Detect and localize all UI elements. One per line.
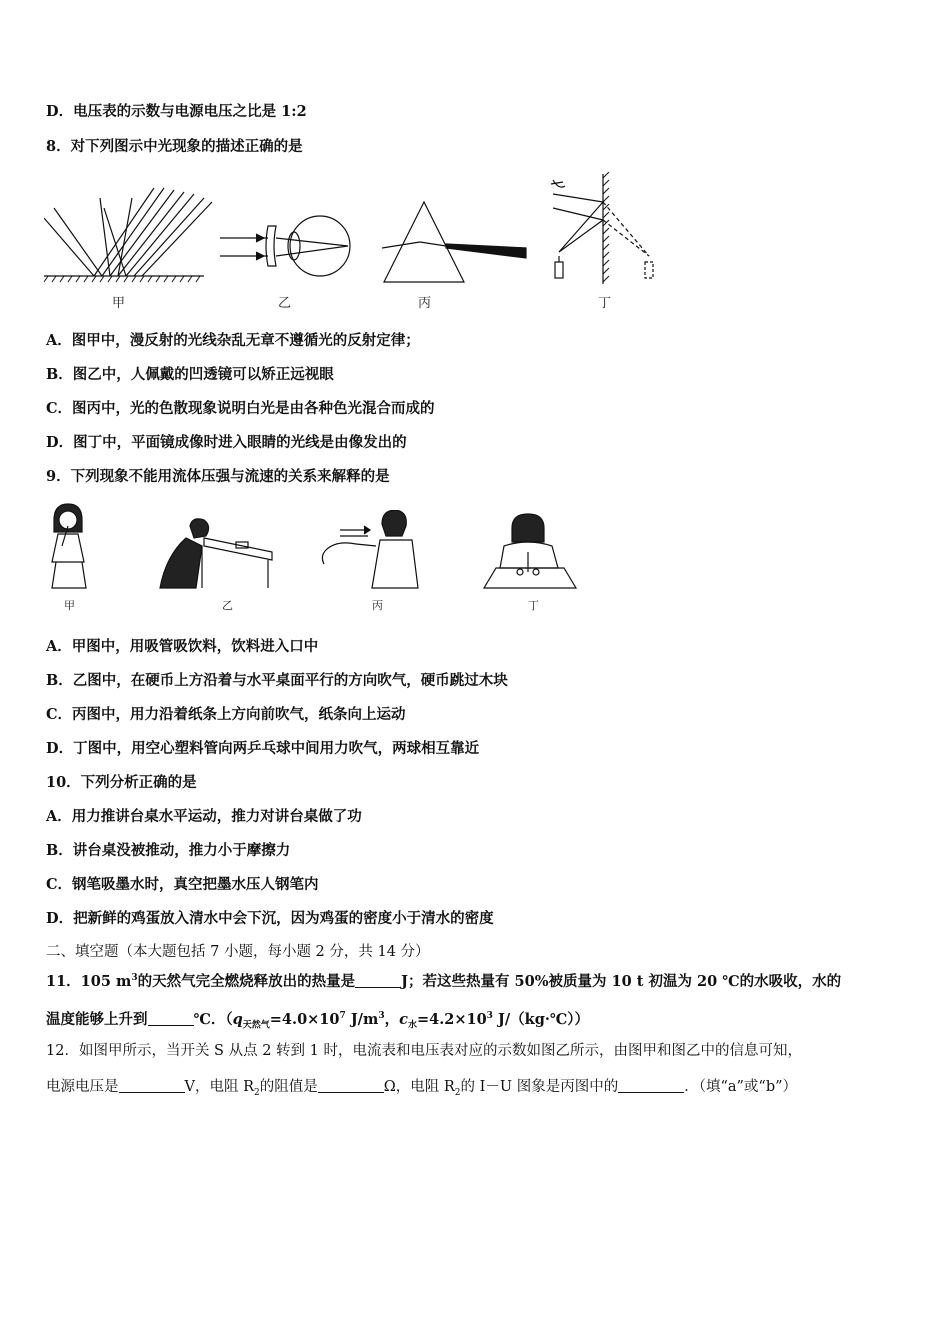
figure-eye-lens bbox=[220, 212, 360, 282]
q11-part-3: J；若这些热量有 50%被质量为 10 t 初温为 20 ℃的水吸收，水的 bbox=[401, 972, 842, 990]
q10-option-a: A．用力推讲台桌水平运动，推力对讲台桌做了功 bbox=[46, 808, 362, 825]
q11-c-sym: c bbox=[399, 1010, 408, 1028]
q9-option-d: D．丁图中，用空心塑料管向两乒乓球中间用力吹气，两球相互靠近 bbox=[46, 740, 480, 757]
q8-option-a: A．图甲中，漫反射的光线杂乱无章不遵循光的反射定律； bbox=[46, 332, 420, 349]
q11-part-1: 11．105 m bbox=[46, 972, 132, 990]
q11-q-sub: 天然气 bbox=[242, 1020, 270, 1031]
q12-blank-1[interactable] bbox=[119, 1078, 185, 1093]
q12-l2d: Ω，电阻 R bbox=[383, 1079, 455, 1095]
q8-option-b: B．图乙中，人佩戴的凹透镜可以矫正远视眼 bbox=[46, 366, 334, 383]
figure-coin-blowing bbox=[156, 516, 276, 591]
q11-part-2: 的天然气完全燃烧释放出的热量是 bbox=[137, 972, 356, 990]
q12-l2e: 的 I－U 图象是丙图中的 bbox=[460, 1079, 619, 1095]
q12-l2d-sub: 2 bbox=[454, 1087, 461, 1098]
q10-option-b: B．讲台桌没被推动，推力小于摩擦力 bbox=[46, 842, 291, 859]
q11-q-exp: 7 bbox=[339, 1011, 346, 1021]
q9-stem: 9．下列现象不能用流体压强与流速的关系来解释的是 bbox=[46, 468, 390, 485]
q12-line-2 bbox=[46, 1077, 797, 1103]
q11-blank-2[interactable] bbox=[148, 1011, 194, 1026]
q7-option-d: D．电压表的示数与电源电压之比是 1:2 bbox=[46, 103, 307, 120]
figure-paper-strip bbox=[316, 510, 426, 590]
q11-q-unit: J/m bbox=[345, 1010, 379, 1028]
q12-l2a: 电源电压是 bbox=[46, 1079, 119, 1095]
q11-c-unit: J/（kg·℃）） bbox=[492, 1010, 589, 1028]
figure-prism bbox=[380, 198, 530, 288]
q11-line2b: ℃．（ bbox=[193, 1010, 233, 1028]
q12-l2b-sub: 2 bbox=[254, 1087, 260, 1098]
q11-q-val: =4.0×10 bbox=[269, 1010, 340, 1028]
q9-option-c: C．丙图中，用力沿着纸条上方向前吹气，纸条向上运动 bbox=[46, 706, 406, 723]
figure-girl-straw bbox=[44, 502, 94, 592]
q11-c-sep: ， bbox=[384, 1010, 400, 1028]
q11-line2a: 温度能够上升到 bbox=[46, 1010, 148, 1028]
q11-c-exp: 3 bbox=[486, 1011, 493, 1021]
q11-blank-1[interactable] bbox=[355, 973, 401, 988]
q12-l2c: 的阻值是 bbox=[259, 1079, 318, 1095]
q12-l2b: V，电阻 R bbox=[184, 1079, 254, 1095]
q12-l2f: ．（填“a”或“b”） bbox=[684, 1079, 798, 1095]
q11-q-unit-exp: 3 bbox=[378, 1011, 385, 1021]
q12-line-1: 12．如图甲所示，当开关 S 从点 2 转到 1 时，电流表和电压表对应的示数如图乙所示，由图甲和图乙中的信息可知， bbox=[46, 1043, 802, 1059]
q11-line-2 bbox=[46, 1006, 589, 1036]
q8-caption-jia: 甲 bbox=[112, 296, 126, 311]
q10-stem: 10．下列分析正确的是 bbox=[46, 774, 197, 791]
q11-line-1 bbox=[46, 968, 841, 992]
q9-option-a: A．甲图中，用吸管吸饮料，饮料进入口中 bbox=[46, 638, 319, 655]
q11-sup-1: 3 bbox=[131, 973, 138, 983]
q11-c-val: =4.2×10 bbox=[416, 1010, 487, 1028]
q11-c-sub: 水 bbox=[407, 1020, 417, 1031]
q12-blank-2[interactable] bbox=[318, 1078, 384, 1093]
q9-caption-ding: 丁 bbox=[528, 599, 539, 612]
figure-ping-pong bbox=[480, 512, 580, 592]
q9-caption-jia: 甲 bbox=[64, 599, 75, 612]
q8-option-d: D．图丁中，平面镜成像时进入眼睛的光线是由像发出的 bbox=[46, 434, 407, 451]
figure-plane-mirror bbox=[545, 172, 665, 287]
q9-caption-yi: 乙 bbox=[222, 599, 233, 612]
figure-diffuse-reflection bbox=[44, 178, 214, 288]
q9-option-b: B．乙图中，在硬币上方沿着与水平桌面平行的方向吹气，硬币跳过木块 bbox=[46, 672, 508, 689]
q8-option-c: C．图丙中，光的色散现象说明白光是由各种色光混合而成的 bbox=[46, 400, 435, 417]
q10-option-d: D．把新鲜的鸡蛋放入清水中会下沉，因为鸡蛋的密度小于清水的密度 bbox=[46, 910, 494, 927]
q8-stem: 8．对下列图示中光现象的描述正确的是 bbox=[46, 138, 303, 155]
q10-option-c: C．钢笔吸墨水时，真空把墨水压人钢笔内 bbox=[46, 876, 319, 893]
q12-blank-3[interactable] bbox=[618, 1078, 684, 1093]
q8-caption-yi: 乙 bbox=[278, 296, 292, 311]
q9-caption-bing: 丙 bbox=[372, 599, 383, 612]
section-2-title: 二、填空题（本大题包括 7 小题，每小题 2 分，共 14 分） bbox=[46, 944, 430, 960]
q8-caption-ding: 丁 bbox=[598, 296, 612, 311]
q11-q-sym: q bbox=[232, 1010, 243, 1028]
q8-caption-bing: 丙 bbox=[418, 296, 432, 311]
